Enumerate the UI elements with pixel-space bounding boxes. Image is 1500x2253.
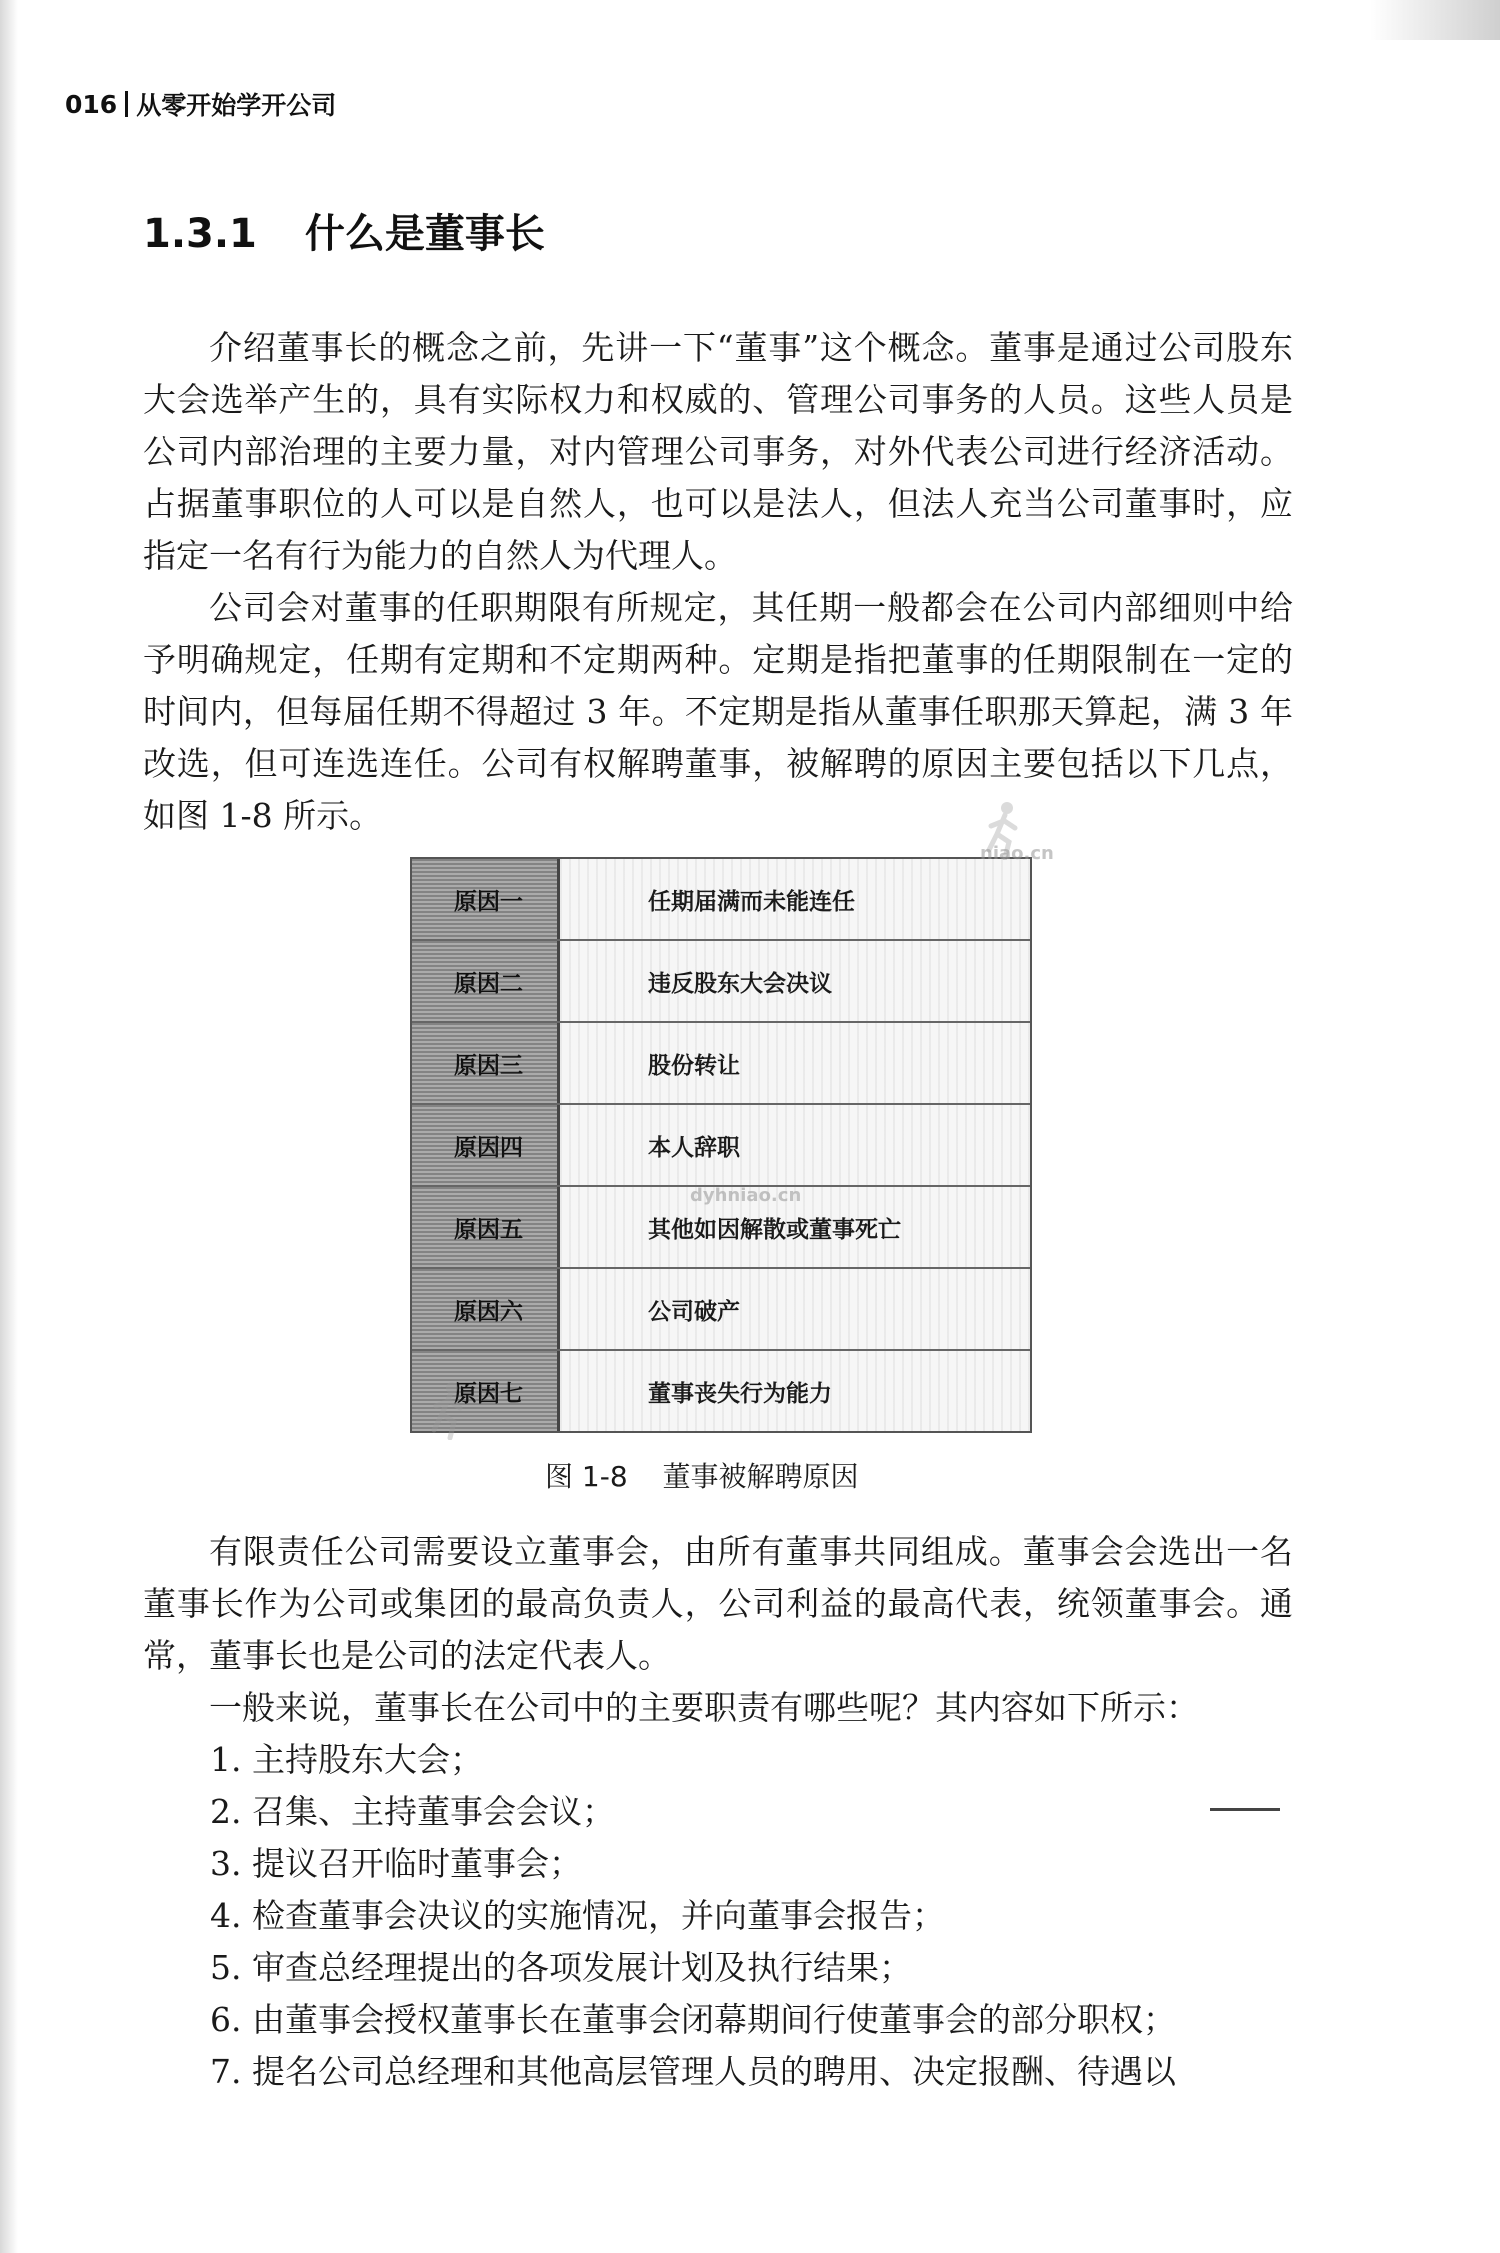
section-title: 什么是董事长 bbox=[304, 211, 545, 257]
reason-text: 股份转让 bbox=[560, 1023, 1030, 1103]
paragraph-director-term: 公司会对董事的任职期限有所规定，其任期一般都会在公司内部细则中给予明确规定，任期有定期和不定期两种。定期是指把董事的任期限制在一定的时间内，但每届任期不得超过 3 年。不定期是指从董事任职那天算起，满 3 年改选，但可连选连任。公司有权解聘董事，被解聘的原因主要包括以下几点，如图 1-8 所示。 bbox=[143, 588, 1293, 835]
paragraph-board-chairman: 有限责任公司需要设立董事会，由所有董事共同组成。董事会会选出一名董事长作为公司或集团的最高负责人，公司利益的最高代表，统领董事会。通常，董事长也是公司的法定代表人。 bbox=[143, 1532, 1293, 1675]
reason-label: 原因三 bbox=[412, 1023, 560, 1103]
margin-mark bbox=[1210, 1808, 1280, 1811]
figure-row bbox=[412, 1105, 1030, 1187]
reason-text: 其他如因解散或董事死亡 bbox=[560, 1187, 1030, 1267]
figure-row bbox=[412, 859, 1030, 941]
list-item: 2. 召集、主持董事会会议； bbox=[210, 1792, 615, 1831]
reason-label: 原因四 bbox=[412, 1105, 560, 1185]
watermark-text: dyhniao.cn bbox=[690, 1185, 802, 1206]
figure-caption bbox=[545, 1455, 859, 1495]
running-header bbox=[65, 86, 336, 122]
list-item: 7. 提名公司总经理和其他高层管理人员的聘用、决定报酬、待遇以 bbox=[210, 2052, 1176, 2091]
list-item: 3. 提议召开临时董事会； bbox=[210, 1844, 582, 1883]
reason-text: 公司破产 bbox=[560, 1269, 1030, 1349]
book-title: 从零开始学开公司 bbox=[136, 91, 337, 120]
reason-text: 本人辞职 bbox=[560, 1105, 1030, 1185]
paragraph-director-definition: 介绍董事长的概念之前，先讲一下“董事”这个概念。董事是通过公司股东大会选举产生的，具有实际权力和权威的、管理公司事务的人员。这些人员是公司内部治理的主要力量，对内管理公司事务，对外代表公司进行经济活动。占据董事职位的人可以是自然人，也可以是法人，但法人充当公司董事时，应指定一名有行为能力的自然人为代理人。 bbox=[143, 328, 1293, 575]
section-number: 1.3.1 bbox=[143, 211, 257, 257]
figure-row bbox=[412, 1269, 1030, 1351]
figure-title: 董事被解聘原因 bbox=[662, 1460, 859, 1493]
reason-text: 违反股东大会决议 bbox=[560, 941, 1030, 1021]
dismissal-reasons-figure bbox=[410, 857, 1032, 1433]
header-separator bbox=[125, 91, 128, 117]
reason-label: 原因六 bbox=[412, 1269, 560, 1349]
reason-label: 原因二 bbox=[412, 941, 560, 1021]
chairman-duties-list bbox=[210, 1734, 1300, 2098]
scan-corner-shadow bbox=[1370, 0, 1500, 40]
page-number: 016 bbox=[65, 89, 118, 119]
list-item: 1. 主持股东大会； bbox=[210, 1740, 483, 1779]
watermark-runner-icon bbox=[430, 1380, 466, 1440]
reason-label: 原因五 bbox=[412, 1187, 560, 1267]
reason-text: 任期届满而未能连任 bbox=[560, 859, 1030, 939]
watermark-runner-icon bbox=[985, 800, 1021, 860]
figure-number: 图 1-8 bbox=[545, 1460, 628, 1493]
watermark-text: niao.cn bbox=[980, 843, 1054, 864]
paragraph-duties-intro: 一般来说，董事长在公司中的主要职责有哪些呢？其内容如下所示： bbox=[209, 1688, 1199, 1727]
list-item: 5. 审查总经理提出的各项发展计划及执行结果； bbox=[210, 1948, 912, 1987]
list-item: 4. 检查董事会决议的实施情况，并向董事会报告； bbox=[210, 1896, 945, 1935]
page-edge-shadow bbox=[0, 0, 18, 2253]
reason-text: 董事丧失行为能力 bbox=[560, 1351, 1030, 1431]
reason-label: 原因一 bbox=[412, 859, 560, 939]
reason-label: 原因七 bbox=[412, 1351, 560, 1431]
list-item: 6. 由董事会授权董事长在董事会闭幕期间行使董事会的部分职权； bbox=[210, 2000, 1176, 2039]
section-heading bbox=[143, 202, 545, 259]
figure-row bbox=[412, 1023, 1030, 1105]
figure-row bbox=[412, 1351, 1030, 1431]
figure-row bbox=[412, 941, 1030, 1023]
